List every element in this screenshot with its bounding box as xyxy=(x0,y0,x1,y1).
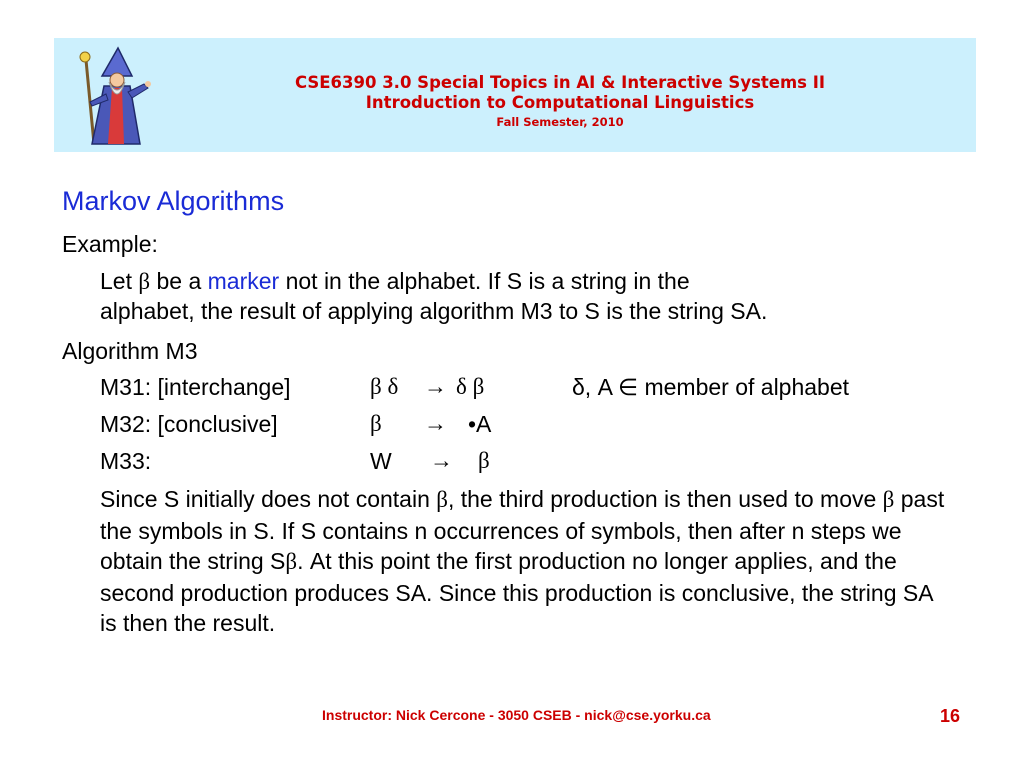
rule-m33-name: M33: xyxy=(100,448,152,474)
text-fragment: , the third production is then used to move xyxy=(447,486,883,512)
rule-m31-name: M31: [interchange] xyxy=(100,374,291,400)
rule-m31-note: δ, A ∈ member of alphabet xyxy=(572,374,850,400)
slide-title: Markov Algorithms xyxy=(62,186,285,216)
instructor-footer: Instructor: Nick Cercone - 3050 CSEB - nick@cse.yorku.ca xyxy=(322,707,711,723)
marker-term: marker xyxy=(207,268,280,294)
rule-m33-rhs: β xyxy=(478,448,490,473)
beta-symbol: β xyxy=(436,487,448,512)
semester-label: Fall Semester, 2010 xyxy=(496,115,624,129)
rule-m32-arrow: → xyxy=(424,411,447,436)
rule-m32-name: M32: [conclusive] xyxy=(100,411,278,437)
text-fragment: Let xyxy=(100,268,139,294)
rule-m33-lhs: W xyxy=(370,448,392,474)
beta-symbol: β xyxy=(882,487,895,512)
beta-symbol: β xyxy=(138,269,151,294)
example-line-1 xyxy=(100,266,690,297)
text-fragment: Since S initially does not contain xyxy=(100,486,437,512)
text-fragment: be a xyxy=(150,268,208,294)
rule-m31-arrow: → xyxy=(424,374,447,399)
rule-m32-rhs: •A xyxy=(468,411,492,437)
example-label: Example: xyxy=(62,231,158,257)
explanation-paragraph xyxy=(100,484,950,639)
algorithm-label: Algorithm M3 xyxy=(62,338,198,364)
rule-m31-lhs: β δ xyxy=(370,374,399,399)
beta-symbol: β xyxy=(285,549,298,574)
rule-m33-arrow: → xyxy=(430,448,453,473)
course-subtitle: Introduction to Computational Linguistics xyxy=(365,93,755,112)
rule-m32-lhs: β xyxy=(370,411,382,436)
rule-m31-rhs: δ β xyxy=(456,374,485,399)
course-title: CSE6390 3.0 Special Topics in AI & Interactive Systems II xyxy=(294,73,826,92)
text-fragment: . At this point the first production no longer applies, and the second production produces SA. Since this production is conclusive, the string SA is then the result. xyxy=(100,548,933,636)
text-fragment: not in the alphabet. If S is a string in the xyxy=(279,268,690,294)
example-line-2: alphabet, the result of applying algorithm M3 to S is the string SA. xyxy=(100,298,768,324)
page-number: 16 xyxy=(940,706,961,726)
text-fragment: past the symbols in S. If S contains n occurrences of symbols, then after n steps we obtain the string S xyxy=(100,486,945,574)
